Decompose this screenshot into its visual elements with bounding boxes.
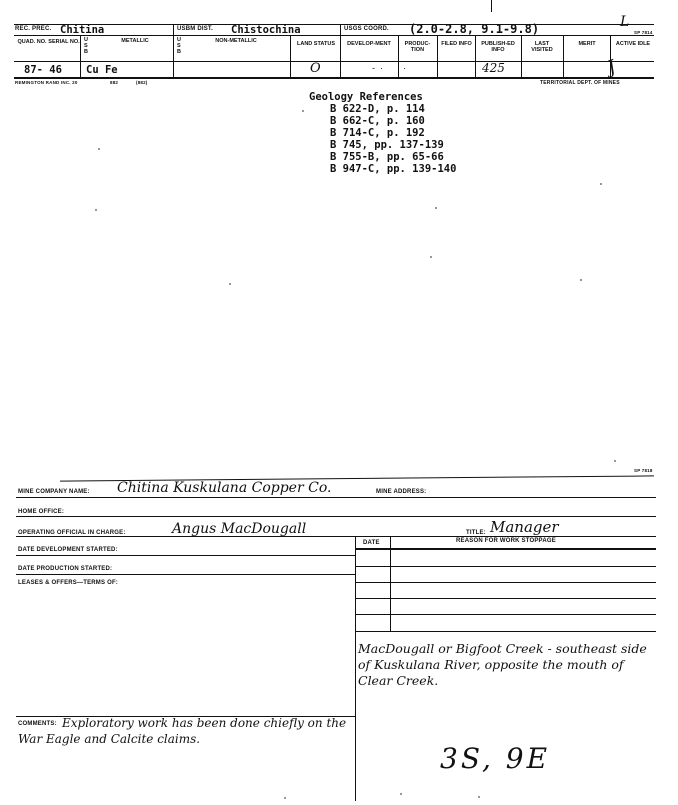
comments-text: [18, 715, 356, 747]
home-office-label: HOME OFFICE:: [18, 509, 65, 515]
rec-prec-value: Chitina: [60, 24, 105, 36]
scan-speck: [580, 279, 582, 281]
quad-serial-value: 87- 46: [24, 64, 62, 76]
published-info-value: 425: [482, 61, 505, 75]
geology-ref-3: B 714-C, p. 192: [330, 127, 425, 139]
home-office-rule: [16, 516, 656, 517]
location-text: MacDougall or Bigfoot Creek - southeast side of Kuskulana River, opposite the mouth of Clear Creek.: [358, 641, 647, 688]
col-published-info: PUBLISH-ED INFO: [481, 41, 515, 53]
form-number-2: SP 7818: [634, 468, 653, 473]
printer-code-2: (882): [136, 80, 148, 85]
col-divider-ldstatus: [290, 35, 291, 78]
metallic-value: Cu Fe: [86, 64, 118, 76]
col-divider-pub: [475, 35, 476, 78]
title-value: Manager: [490, 518, 559, 536]
scan-speck: [95, 209, 97, 211]
mine-company-label: MINE COMPANY NAME:: [18, 489, 90, 495]
header-mid-rule: [14, 35, 654, 36]
usbm-letters-nonmetallic: U S B: [177, 37, 181, 55]
header-bottom-rule: [14, 77, 654, 79]
reason-header-rule: [355, 548, 656, 550]
mine-company-value: Chitina Kuskulana Copper Co.: [117, 480, 332, 496]
scan-speck: [435, 207, 437, 209]
col-filed-info: FILED INFO: [441, 41, 472, 47]
mine-address-label: MINE ADDRESS:: [376, 489, 427, 495]
geology-ref-6: B 947-C, pp. 139-140: [330, 163, 457, 175]
header-divider-2: [340, 24, 341, 78]
geology-ref-1: B 622-D, p. 114: [330, 103, 425, 115]
scan-speck: [430, 256, 432, 258]
table-left-border: [355, 536, 356, 801]
form-number: SP 7814: [634, 30, 653, 35]
col-merit: MERIT: [578, 41, 596, 47]
dev-dash-mark: - ·: [372, 63, 383, 73]
col-serial-no: SERIAL NO.: [48, 39, 80, 45]
active-idle-mark: J: [604, 56, 619, 79]
geology-ref-2: B 662-C, p. 160: [330, 115, 425, 127]
header-divider-1: [173, 24, 174, 78]
col-land-status: LAND STATUS: [297, 41, 335, 47]
mine-company-rule: [16, 497, 656, 498]
col-divider-merit: [563, 35, 564, 78]
prod-started-label: DATE PRODUCTION STARTED:: [18, 566, 113, 572]
top-tick-mark: [491, 0, 492, 12]
scan-speck: [284, 797, 286, 799]
col-divider-serial: [80, 35, 81, 78]
reason-row-5: [355, 631, 656, 632]
usgs-coord-label: USGS COORD.: [344, 26, 389, 32]
township-range: 3S, 9E: [440, 742, 551, 775]
dev-started-label: DATE DEVELOPMENT STARTED:: [18, 547, 118, 553]
department-footer: TERRITORIAL DEPT. OF MINES: [540, 80, 620, 86]
col-quad-no: QUAD. NO.: [17, 39, 47, 45]
printer-footer: REMINGTON RAND INC. 20: [15, 80, 78, 85]
leases-label: LEASES & OFFERS—TERMS OF:: [18, 580, 119, 586]
rec-prec-label: REC. PREC.: [15, 26, 52, 32]
scan-speck: [614, 460, 616, 462]
col-non-metallic: NON-METALLIC: [215, 38, 257, 44]
col-last-visited: LAST VISITED: [531, 41, 553, 53]
reason-row-2: [355, 582, 656, 583]
operating-official-rule: [16, 536, 656, 537]
usbm-dist-value: Chistochina: [231, 24, 301, 36]
prod-started-rule: [16, 574, 355, 575]
geology-title: Geology References: [309, 91, 423, 103]
col-active-idle: ACTIVE IDLE: [615, 41, 651, 47]
land-status-value: O: [310, 61, 321, 76]
reason-row-4: [355, 614, 656, 615]
operating-official-value: Angus MacDougall: [172, 521, 307, 537]
reason-row-1: [355, 566, 656, 567]
scan-speck: [229, 283, 231, 285]
scan-speck: [400, 793, 402, 795]
usbm-letters-metallic: U S B: [84, 37, 88, 55]
reason-row-3: [355, 598, 656, 599]
date-col-divider: [390, 536, 391, 632]
geology-ref-4: B 745, pp. 137-139: [330, 139, 444, 151]
reason-header: REASON FOR WORK STOPPAGE: [456, 538, 556, 544]
comments-label: COMMENTS:: [18, 721, 57, 727]
usbm-dist-label: USBM DIST.: [177, 26, 214, 32]
corner-mark: L: [620, 14, 630, 30]
operating-official-label: OPERATING OFFICIAL IN CHARGE:: [18, 530, 126, 536]
col-metallic: METALLIC: [121, 38, 149, 44]
usgs-coord-value: (2.0-2.8, 9.1-9.8): [409, 22, 540, 36]
title-label: TITLE:: [466, 530, 486, 536]
scan-speck: [98, 148, 100, 150]
scan-speck: [478, 796, 480, 798]
printer-code-1: 882: [110, 80, 119, 85]
prod-dot-mark: ·: [403, 63, 406, 73]
col-divider-filed: [437, 35, 438, 78]
date-header: DATE: [363, 540, 380, 546]
scan-speck: [600, 183, 602, 185]
col-production: PRODUC-TION: [404, 41, 431, 53]
col-divider-visited: [521, 35, 522, 78]
scan-speck: [302, 110, 304, 112]
header-top-rule: [14, 24, 654, 25]
geology-ref-5: B 755-B, pp. 65-66: [330, 151, 444, 163]
col-development: DEVELOP-MENT: [347, 41, 391, 47]
comments-value: Exploratory work has been done chiefly on the War Eagle and Calcite claims.: [18, 716, 347, 746]
dev-started-rule: [16, 555, 355, 556]
col-divider-prod: [398, 35, 399, 78]
header-labels-rule: [14, 61, 654, 62]
